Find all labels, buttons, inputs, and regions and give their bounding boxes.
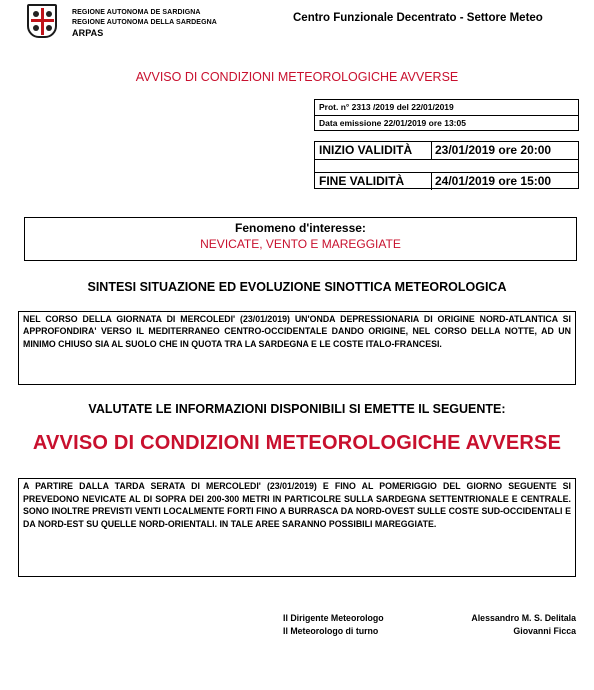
name-director: Alessandro M. S. Delitala: [471, 613, 576, 623]
role-director: Il Dirigente Meteorologo: [283, 613, 384, 623]
warning-text: A PARTIRE DALLA TARDA SERATA DI MERCOLEDI' (23/01/2019) E FINO AL POMERIGGIO DEL GIORNO SEGUENTE SI PREVEDONO NEVICATE AL DI SOPRA DEI 200-300 METRI IN PARTICOLRE SULLA SARDEGNA SETTENTRIONALE E CENTRALE. SONO INOLTRE PREVISTI VENTI LOCALMENTE FORTI FINO A BURRASCA DA NORD-OVEST SULLE COSTE SUD-OCCIDENTALI E DA NORD-EST SU QUELLE NORD-ORIENTALI. IN TALE AREE SARANNO POSSIBILI MAREGGIATE.: [18, 478, 576, 577]
signature-names: [471, 612, 576, 638]
org-line-1: REGIONE AUTONOMA DE SARDIGNA: [72, 9, 201, 16]
validity-end-value: 24/01/2019 ore 15:00: [431, 173, 551, 190]
phenomenon-value: NEVICATE, VENTO E MAREGGIATE: [200, 237, 401, 251]
emission-date: Data emissione 22/01/2019 ore 13:05: [315, 115, 578, 131]
synopsis-text: NEL CORSO DELLA GIORNATA DI MERCOLEDI' (23/01/2019) UN'ONDA DEPRESSIONARIA DI ORIGINE NORD-ATLANTICA SI APPROFONDIRA' VERSO IL MEDITERRANEO CENTRO-OCCIDENTALE DANDO ORIGINE, NEL CORSO DELLA NOTTE, AD UN MINIMO CHIUSO SIA AL SUOLO CHE IN QUOTA TRA LA SARDEGNA E LE COSTE ITALO-FRANCESI.: [18, 311, 576, 385]
org-line-3: ARPAS: [72, 28, 104, 38]
validity-end-row: [315, 172, 578, 190]
sardinia-coat-of-arms-icon: [27, 4, 57, 38]
assessment-statement: VALUTATE LE INFORMAZIONI DISPONIBILI SI EMETTE IL SEGUENTE:: [88, 402, 506, 416]
signature-roles: [283, 612, 384, 638]
name-duty-meteorologist: Giovanni Ficca: [513, 626, 576, 636]
org-line-2: REGIONE AUTONOMA DELLA SARDEGNA: [72, 19, 217, 26]
protocol-number: Prot. n° 2313 /2019 del 22/01/2019: [319, 102, 454, 112]
warning-title: AVVISO DI CONDIZIONI METEOROLOGICHE AVVERSE: [32, 432, 562, 454]
validity-start-row: [315, 142, 578, 160]
synopsis-title: SINTESI SITUAZIONE ED EVOLUZIONE SINOTTICA METEOROLOGICA: [87, 280, 507, 294]
protocol-box: [314, 99, 579, 131]
validity-start-label: INIZIO VALIDITÀ: [319, 143, 413, 157]
phenomenon-box: [24, 217, 577, 261]
validity-box: [314, 141, 579, 189]
validity-start-value: 23/01/2019 ore 20:00: [431, 142, 551, 159]
centre-name: Centro Funzionale Decentrato - Settore Meteo: [293, 12, 543, 24]
role-duty-meteorologist: Il Meteorologo di turno: [283, 626, 379, 636]
phenomenon-label: Fenomeno d'interesse:: [235, 221, 366, 235]
document-title: AVVISO DI CONDIZIONI METEOROLOGICHE AVVERSE: [135, 70, 459, 84]
validity-end-label: FINE VALIDITÀ: [319, 174, 405, 188]
organization-names: [72, 8, 217, 38]
